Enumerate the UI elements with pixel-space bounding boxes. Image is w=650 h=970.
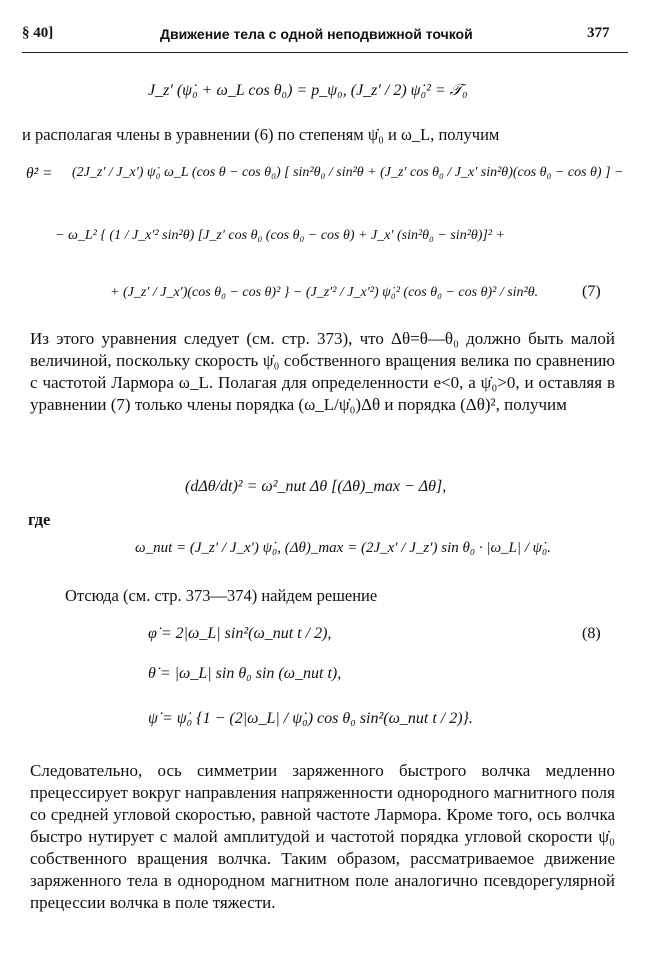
paragraph-intro (22, 125, 499, 145)
page-number: 377 (587, 25, 610, 41)
equation-8-number: (8) (582, 625, 601, 642)
paragraph-intro-text: и располагая члены в уравнении (6) по степеням ψ̇₀ и ω_L, получим (22, 125, 500, 144)
equation-7-number: (7) (582, 283, 601, 300)
where-label: где (28, 510, 51, 529)
equation-7-line-2: − ω_L² { (1 / J_x′² sin²θ) [J_z′ cos θ₀ (cos θ₀ − cos θ) + J_x′ (sin²θ₀ − sin²θ)]² + (55, 228, 506, 243)
equation-delta-theta: (dΔθ/dt)² = ω²_nut Δθ [(Δθ)_max − Δθ], (185, 478, 447, 495)
equation-8-theta: θ̇ = |ω_L| sin θ₀ sin (ω_nut t), (148, 665, 342, 682)
paragraph-conclusion: Следовательно, ось симметрии заряженного быстрого волчка медленно прецессирует вокруг направления напряженности однородного магнитного поля со средней угловой скоростью, равной частоте Лармора. Кроме того, ось волчка быстро нутирует с малой амплитудой и частотой порядка угловой скорости ψ̇₀ собственного вращения волчка. Таким образом, рассматриваемое движение заряженного тела в однородном магнитном поле аналогично псевдорегулярной прецессии волчка в поле тяжести. (30, 761, 615, 912)
equation-7-lhs: θ̇² = (26, 165, 53, 182)
equation-momentum-energy: J_z′ (ψ̇₀ + ω_L cos θ₀) = p_ψ₀, (J_z′ / 2) ψ̇₀² = 𝒯₀ (148, 82, 468, 99)
running-title: Движение тела с одной неподвижной точкой (160, 26, 473, 42)
paragraph-analysis: Из этого уравнения следует (см. стр. 373), что Δθ=θ—θ₀ должно быть малой величиной, поскольку скорость ψ̇₀ собственного вращения велика по сравнению с частотой Лармора ω_L. Полагая для определенности e<0, а ψ̇₀>0, и оставляя в уравнении (7) только члены порядка (ω_L/ψ̇₀)Δθ и порядка (Δθ)², получим (30, 329, 615, 414)
equation-omega-nut: ω_nut = (J_z′ / J_x′) ψ̇₀, (Δθ)_max = (2J_x′ / J_z′) sin θ₀ · |ω_L| / ψ̇₀. (135, 540, 551, 556)
equation-7-line-3: + (J_z′ / J_x′)(cos θ₀ − cos θ)² } − (J_z′² / J_x′²) ψ̇₀² (cos θ₀ − cos θ)² / sin²θ. (110, 285, 539, 300)
equation-8-phi: φ̇ = 2|ω_L| sin²(ω_nut t / 2), (148, 625, 332, 642)
equation-8-psi: ψ̇ = ψ̇₀ {1 − (2|ω_L| / ψ̇₀) cos θ₀ sin²(ω_nut t / 2)}. (148, 710, 473, 727)
equation-7-line-1: (2J_z′ / J_x′) ψ̇₀ ω_L (cos θ − cos θ₀) [ sin²θ₀ / sin²θ + (J_z′ cos θ₀ / J_x′ sin²θ)(cos θ₀ − cos θ) ] − (72, 165, 624, 180)
section-number: § 40] (22, 25, 54, 41)
paragraph-solution-intro: Отсюда (см. стр. 373—374) найдем решение (65, 586, 378, 605)
header-rule (22, 52, 628, 53)
